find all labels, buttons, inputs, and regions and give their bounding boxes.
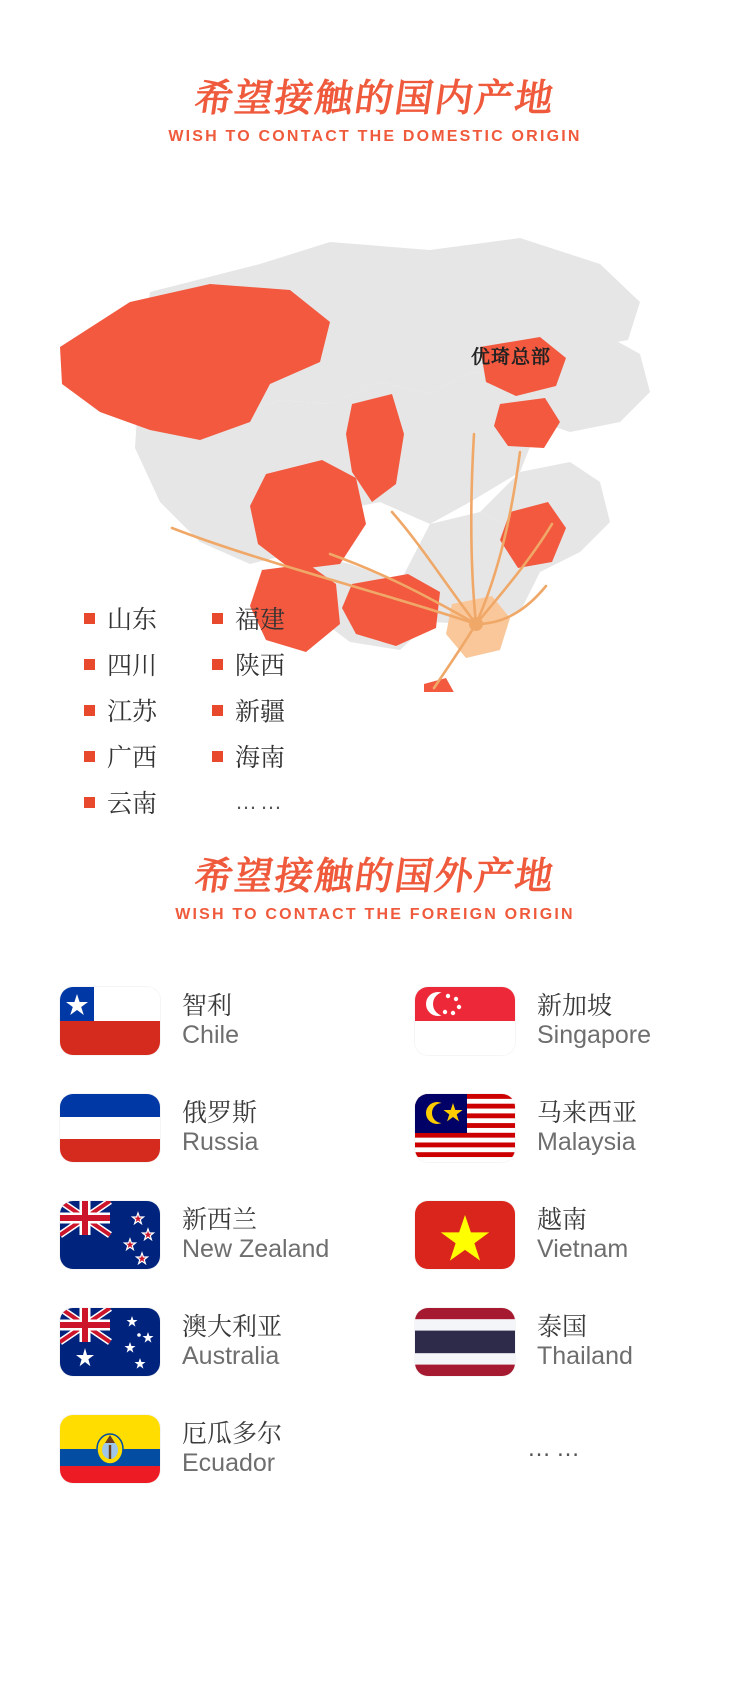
bullet-square-icon xyxy=(84,659,95,670)
list-item xyxy=(84,692,212,728)
country-name-en: Russia xyxy=(182,1128,259,1157)
country-name-cn: 智利 xyxy=(182,991,233,1020)
list-item xyxy=(212,692,340,728)
list-item[interactable] xyxy=(60,968,415,1075)
domestic-heading xyxy=(0,0,750,146)
bullet-square-icon xyxy=(84,797,95,808)
country-name-en: Malaysia xyxy=(537,1128,636,1157)
province-label: 云南 xyxy=(107,790,158,818)
bullet-square-icon xyxy=(84,705,95,716)
province-more: …… xyxy=(235,789,285,814)
foreign-section xyxy=(0,840,750,1478)
bullet-square-icon xyxy=(212,751,223,762)
list-item[interactable] xyxy=(60,1182,415,1289)
country-name-en: Singapore xyxy=(537,1021,651,1050)
country-name-cn: 俄罗斯 xyxy=(182,1098,258,1127)
country-name-cn: 泰国 xyxy=(537,1312,588,1341)
list-item xyxy=(212,646,340,682)
foreign-title-cn: 希望接触的国外产地 xyxy=(192,854,559,898)
flag-malaysia-icon xyxy=(415,1094,515,1162)
province-label: 陕西 xyxy=(235,652,286,680)
country-names xyxy=(537,1313,633,1372)
flag-vietnam-icon xyxy=(415,1201,515,1269)
country-names xyxy=(182,1206,329,1265)
country-names xyxy=(182,992,239,1051)
flag-ecuador-icon xyxy=(60,1415,160,1483)
list-item xyxy=(84,738,212,774)
foreign-more-label: …… xyxy=(527,1435,585,1463)
country-name-en: New Zealand xyxy=(182,1235,330,1264)
province-label: 海南 xyxy=(235,744,286,772)
list-item[interactable] xyxy=(415,1182,750,1289)
list-item xyxy=(212,600,340,636)
country-name-cn: 新西兰 xyxy=(182,1205,258,1234)
flag-new-zealand-icon xyxy=(60,1201,160,1269)
country-name-cn: 厄瓜多尔 xyxy=(182,1419,283,1448)
country-name-cn: 新加坡 xyxy=(537,991,613,1020)
flag-chile-icon xyxy=(60,987,160,1055)
domestic-section xyxy=(0,0,750,840)
country-name-cn: 澳大利亚 xyxy=(182,1312,283,1341)
province-label: 江苏 xyxy=(107,698,158,726)
hq-marker xyxy=(469,617,483,631)
country-name-en: Australia xyxy=(182,1342,280,1371)
country-names xyxy=(537,1206,628,1265)
list-item[interactable] xyxy=(60,1289,415,1396)
country-names xyxy=(537,992,651,1051)
foreign-country-grid xyxy=(0,968,750,1503)
list-item[interactable] xyxy=(415,1289,750,1396)
province-label: 新疆 xyxy=(235,698,286,726)
list-item xyxy=(84,600,212,636)
flag-russia-icon xyxy=(60,1094,160,1162)
list-item xyxy=(84,784,212,820)
province-label: 福建 xyxy=(235,606,286,634)
list-item[interactable] xyxy=(415,1075,750,1182)
bullet-square-icon xyxy=(84,751,95,762)
flag-singapore-icon xyxy=(415,987,515,1055)
province-label: 广西 xyxy=(107,744,158,772)
country-names xyxy=(182,1420,282,1479)
hq-label: 优琦总部 xyxy=(471,346,552,368)
province-label: 山东 xyxy=(107,606,158,634)
flag-australia-icon xyxy=(60,1308,160,1376)
bullet-square-icon xyxy=(212,705,223,716)
country-name-cn: 马来西亚 xyxy=(537,1098,638,1127)
country-names xyxy=(182,1313,282,1372)
foreign-heading xyxy=(0,840,750,924)
flag-thailand-icon xyxy=(415,1308,515,1376)
foreign-title-en: WISH TO CONTACT THE FOREIGN ORIGIN xyxy=(175,905,575,923)
country-names xyxy=(537,1099,637,1158)
country-name-en: Vietnam xyxy=(537,1235,629,1264)
country-name-en: Thailand xyxy=(537,1342,633,1371)
domestic-title-cn: 希望接触的国内产地 xyxy=(192,76,559,120)
list-item[interactable] xyxy=(415,968,750,1075)
province-legend xyxy=(84,600,340,820)
country-names xyxy=(182,1099,258,1158)
list-item xyxy=(212,738,340,774)
foreign-more xyxy=(415,1396,750,1503)
list-item[interactable] xyxy=(60,1075,415,1182)
bullet-square-icon xyxy=(84,613,95,624)
domestic-title-en: WISH TO CONTACT THE DOMESTIC ORIGIN xyxy=(168,127,582,145)
country-name-cn: 越南 xyxy=(537,1205,588,1234)
country-name-en: Chile xyxy=(182,1021,239,1050)
list-item[interactable] xyxy=(60,1396,415,1503)
country-name-en: Ecuador xyxy=(182,1449,276,1478)
bullet-square-icon xyxy=(212,613,223,624)
bullet-square-icon xyxy=(212,659,223,670)
list-item xyxy=(84,646,212,682)
province-label: 四川 xyxy=(107,652,158,680)
